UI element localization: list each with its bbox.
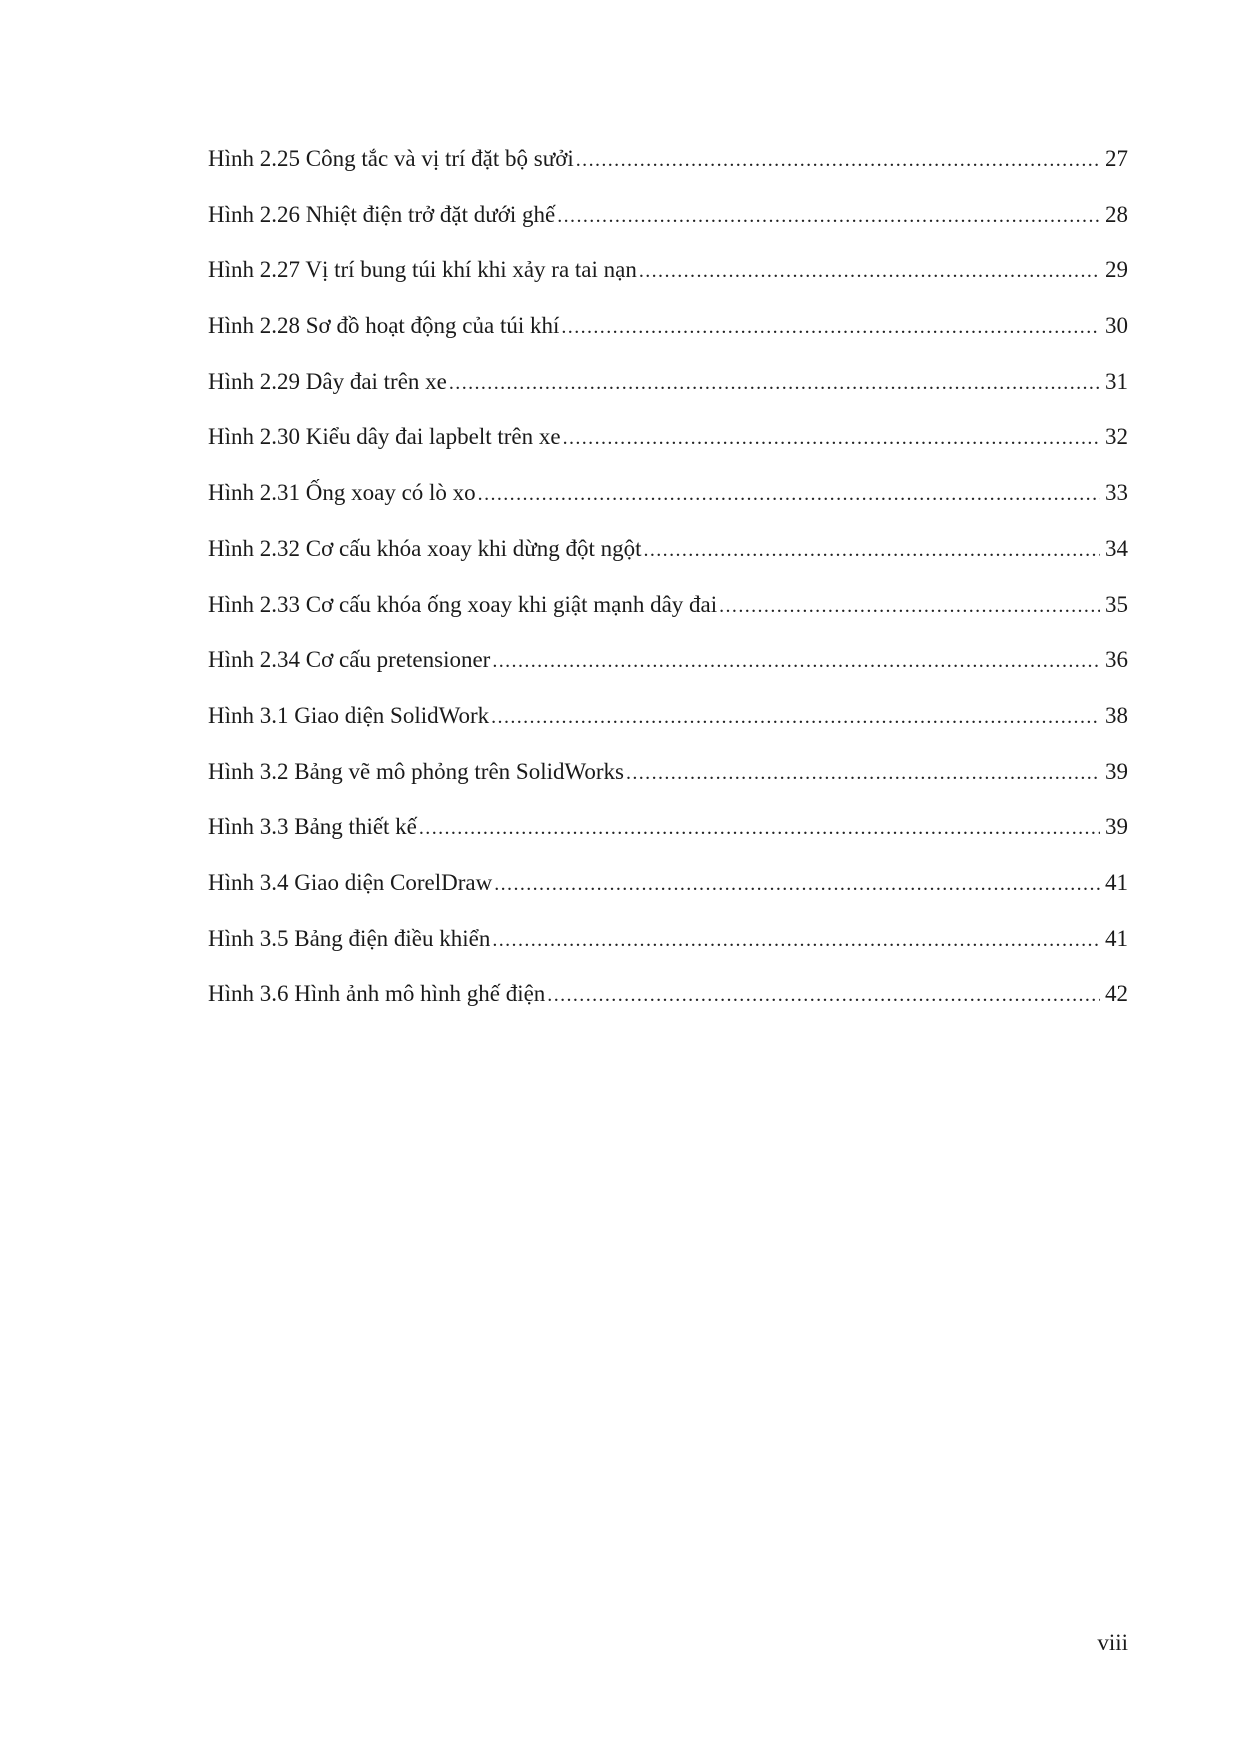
toc-entry-page: 39 <box>1105 814 1128 840</box>
toc-entry-page: 33 <box>1105 480 1128 506</box>
toc-entry[interactable] <box>208 924 1128 980</box>
toc-entry-page: 41 <box>1105 925 1128 951</box>
toc-entry-label: Hình 3.6 Hình ảnh mô hình ghế điện <box>208 981 546 1007</box>
toc-entry-label: Hình 3.4 Giao diện CorelDraw <box>208 869 493 895</box>
toc-entry-label: Hình 2.30 Kiểu dây đai lapbelt trên xe <box>208 424 561 450</box>
toc-entry[interactable] <box>208 534 1128 590</box>
toc-entry-label: Hình 2.27 Vị trí bung túi khí khi xảy ra tai nạn <box>208 257 637 283</box>
toc-entry-label: Hình 2.29 Dây đai trên xe <box>208 368 447 394</box>
toc-entry-page: 41 <box>1105 869 1128 895</box>
dot-leader <box>563 423 1100 453</box>
toc-entry-page: 35 <box>1105 591 1128 617</box>
toc-entry[interactable] <box>208 367 1128 423</box>
toc-entry-label: Hình 2.33 Cơ cấu khóa ống xoay khi giật mạnh dây đai <box>208 591 718 617</box>
dot-leader <box>547 980 1100 1010</box>
toc-entry[interactable] <box>208 144 1128 200</box>
toc-entry[interactable] <box>208 812 1128 868</box>
dot-leader <box>639 256 1100 286</box>
toc-entry-label: Hình 2.34 Cơ cấu pretensioner <box>208 647 491 673</box>
toc-entry-label: Hình 2.32 Cơ cấu khóa xoay khi dừng đột ngột <box>208 535 642 561</box>
toc-entry-page: 29 <box>1105 257 1128 283</box>
toc-entry[interactable] <box>208 422 1128 478</box>
toc-entry-page: 30 <box>1105 313 1128 339</box>
toc-entry[interactable] <box>208 590 1128 646</box>
dot-leader <box>491 702 1100 732</box>
dot-leader <box>643 535 1100 565</box>
toc-entry-page: 38 <box>1105 702 1128 728</box>
dot-leader <box>576 145 1100 175</box>
dot-leader <box>557 201 1100 231</box>
page-number: viii <box>1097 1630 1128 1655</box>
toc-entry[interactable] <box>208 701 1128 757</box>
toc-entry[interactable] <box>208 645 1128 701</box>
toc-entry-label: Hình 3.3 Bảng thiết kế <box>208 814 417 840</box>
toc-entry[interactable] <box>208 255 1128 311</box>
dot-leader <box>419 813 1100 843</box>
toc-entry[interactable] <box>208 868 1128 924</box>
dot-leader <box>561 312 1100 342</box>
dot-leader <box>478 479 1100 509</box>
toc-entry-page: 28 <box>1105 201 1128 227</box>
toc-entry[interactable] <box>208 311 1128 367</box>
toc-entry-label: Hình 2.26 Nhiệt điện trở đặt dưới ghế <box>208 201 556 227</box>
dot-leader <box>626 758 1100 788</box>
toc-entry-label: Hình 2.31 Ống xoay có lò xo <box>208 480 476 506</box>
dot-leader <box>492 925 1100 955</box>
toc-entry[interactable] <box>208 757 1128 813</box>
dot-leader <box>719 591 1100 621</box>
toc-entry[interactable] <box>208 200 1128 256</box>
toc-entry-page: 39 <box>1105 758 1128 784</box>
dot-leader <box>492 646 1100 676</box>
dot-leader <box>494 869 1100 899</box>
toc-entry-page: 36 <box>1105 647 1128 673</box>
toc-entry-label: Hình 3.1 Giao diện SolidWork <box>208 702 490 728</box>
toc-entry-label: Hình 3.5 Bảng điện điều khiển <box>208 925 491 951</box>
toc-entry-label: Hình 3.2 Bảng vẽ mô phỏng trên SolidWorks <box>208 758 624 784</box>
toc-entry[interactable] <box>208 979 1128 1035</box>
toc-entry-page: 32 <box>1105 424 1128 450</box>
toc-entry-page: 27 <box>1105 146 1128 171</box>
toc-entry-page: 31 <box>1105 368 1128 394</box>
toc-entry[interactable] <box>208 478 1128 534</box>
dot-leader <box>449 368 1100 398</box>
toc-entry-label: Hình 2.28 Sơ đồ hoạt động của túi khí <box>208 313 560 339</box>
list-of-figures <box>208 144 1128 1035</box>
toc-entry-page: 42 <box>1105 981 1128 1007</box>
toc-entry-page: 34 <box>1105 535 1128 561</box>
toc-entry-label: Hình 2.25 Công tắc và vị trí đặt bộ sưởi <box>208 146 574 171</box>
